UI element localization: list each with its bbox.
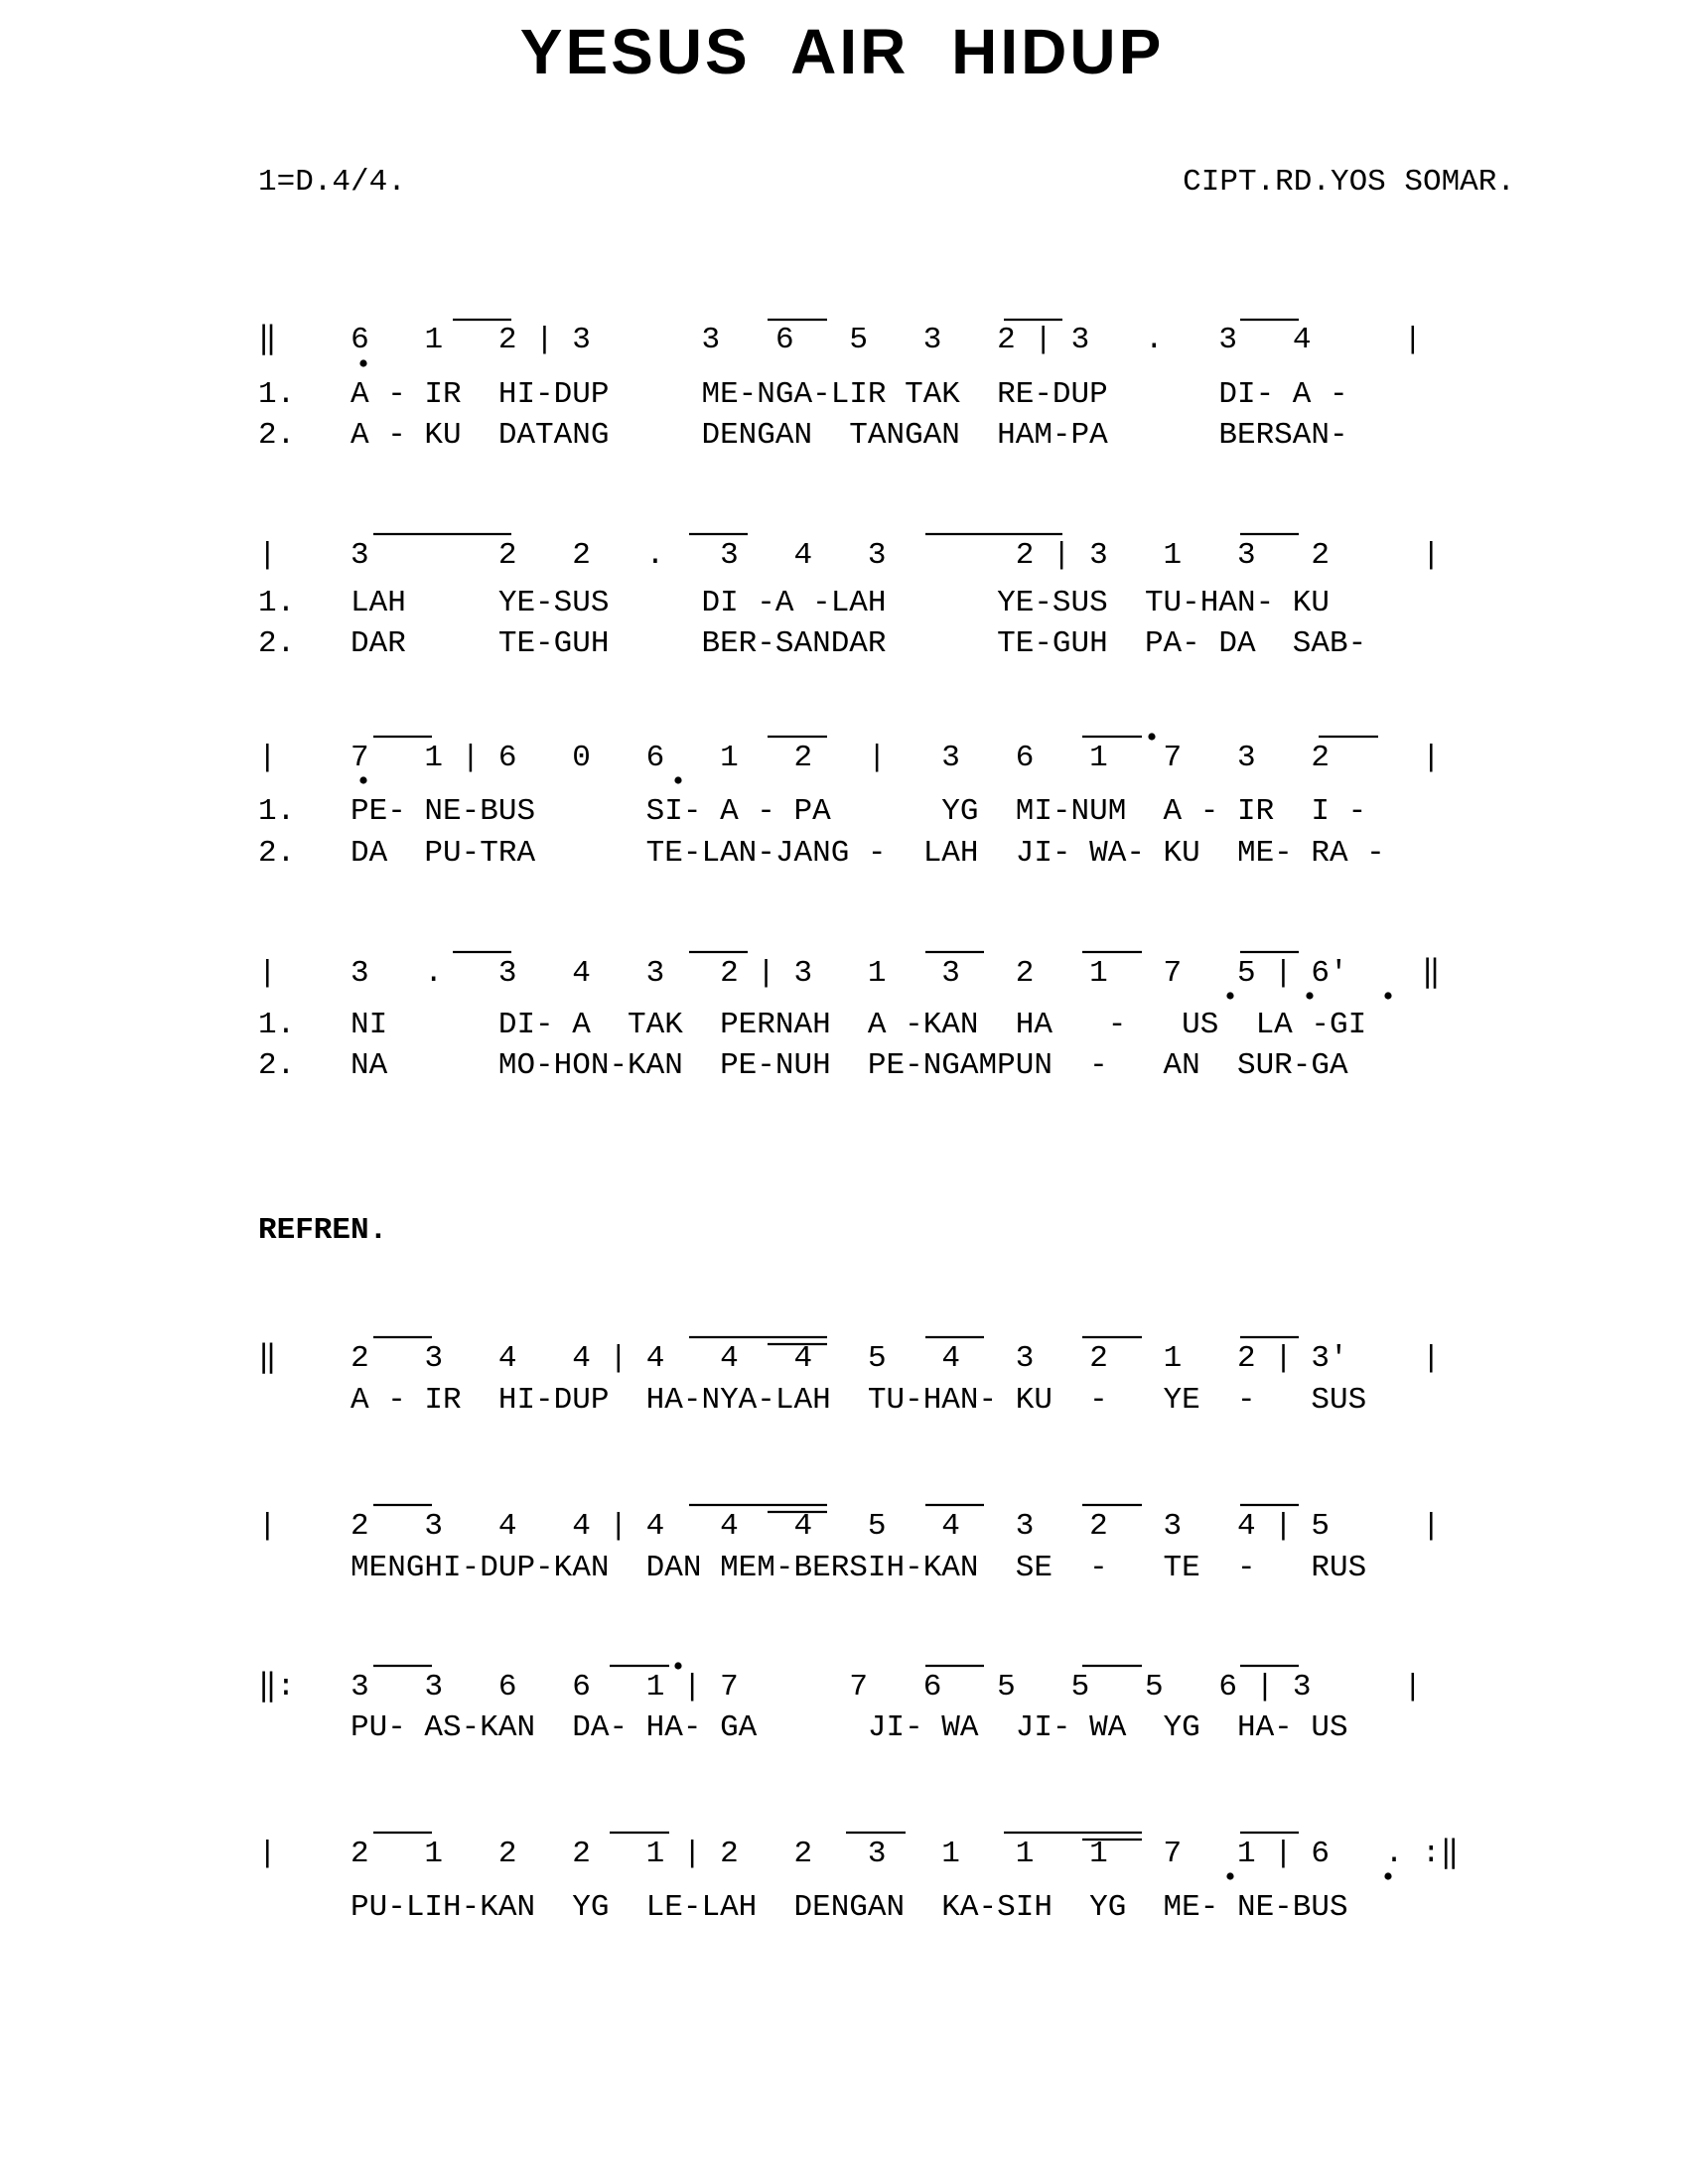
notation-line: ‖ 2 3 4 4 | 4 4 4 5 4 3 2 1 2 | 3' |	[258, 1341, 1441, 1376]
notation-line: | 3 . 3 4 3 2 | 3 1 3 2 1 7 5 | 6' ‖	[258, 956, 1441, 991]
lyric-line: 1. A - IR HI-DUP ME-NGA-LIR TAK RE-DUP DI- A -	[258, 377, 1348, 412]
refrain-label: REFREN.	[258, 1213, 388, 1248]
lyric-line: 1. NI DI- A TAK PERNAH A -KAN HA - US LA -GI	[258, 1008, 1367, 1042]
notation-line: | 2 3 4 4 | 4 4 4 5 4 3 2 3 4 | 5 |	[258, 1509, 1441, 1544]
song-title: YESUS AIR HIDUP	[519, 16, 1165, 87]
octave-dot	[359, 359, 366, 366]
notation-line: ‖: 3 3 6 6 1 | 7 7 6 5 5 5 6 | 3 |	[258, 1670, 1423, 1705]
lyric-line: 1. LAH YE-SUS DI -A -LAH YE-SUS TU-HAN- KU	[258, 586, 1330, 620]
lyric-line: 1. PE- NE-BUS SI- A - PA YG MI-NUM A - IR I -	[258, 794, 1367, 829]
notation-line: ‖ 6 1 2 | 3 3 6 5 3 2 | 3 . 3 4 |	[258, 323, 1423, 357]
composer-credit: CIPT.RD.YOS SOMAR.	[1183, 165, 1515, 200]
lyric-line: 2. NA MO-HON-KAN PE-NUH PE-NGAMPUN - AN SUR-GA	[258, 1048, 1348, 1083]
notation-line: | 2 1 2 2 1 | 2 2 3 1 1 1 7 1 | 6 . :‖	[258, 1837, 1460, 1871]
lyric-line: PU- AS-KAN DA- HA- GA JI- WA JI- WA YG HA- US	[258, 1710, 1348, 1745]
key-signature: 1=D.4/4.	[258, 165, 406, 200]
notation-line: | 3 2 2 . 3 4 3 2 | 3 1 3 2 |	[258, 538, 1441, 573]
lyric-line: PU-LIH-KAN YG LE-LAH DENGAN KA-SIH YG ME- NE-BUS	[258, 1890, 1348, 1925]
notation-line: | 7 1 | 6 0 6 1 2 | 3 6 1 7 3 2 |	[258, 741, 1441, 775]
lyric-line: MENGHI-DUP-KAN DAN MEM-BERSIH-KAN SE - TE - RUS	[258, 1551, 1367, 1585]
lyric-line: 2. DA PU-TRA TE-LAN-JANG - LAH JI- WA- KU ME- RA -	[258, 836, 1385, 871]
lyric-line: 2. DAR TE-GUH BER-SANDAR TE-GUH PA- DA SAB-	[258, 626, 1367, 661]
lyric-line: A - IR HI-DUP HA-NYA-LAH TU-HAN- KU - YE - SUS	[258, 1383, 1367, 1418]
lyric-line: 2. A - KU DATANG DENGAN TANGAN HAM-PA BERSAN-	[258, 418, 1348, 453]
